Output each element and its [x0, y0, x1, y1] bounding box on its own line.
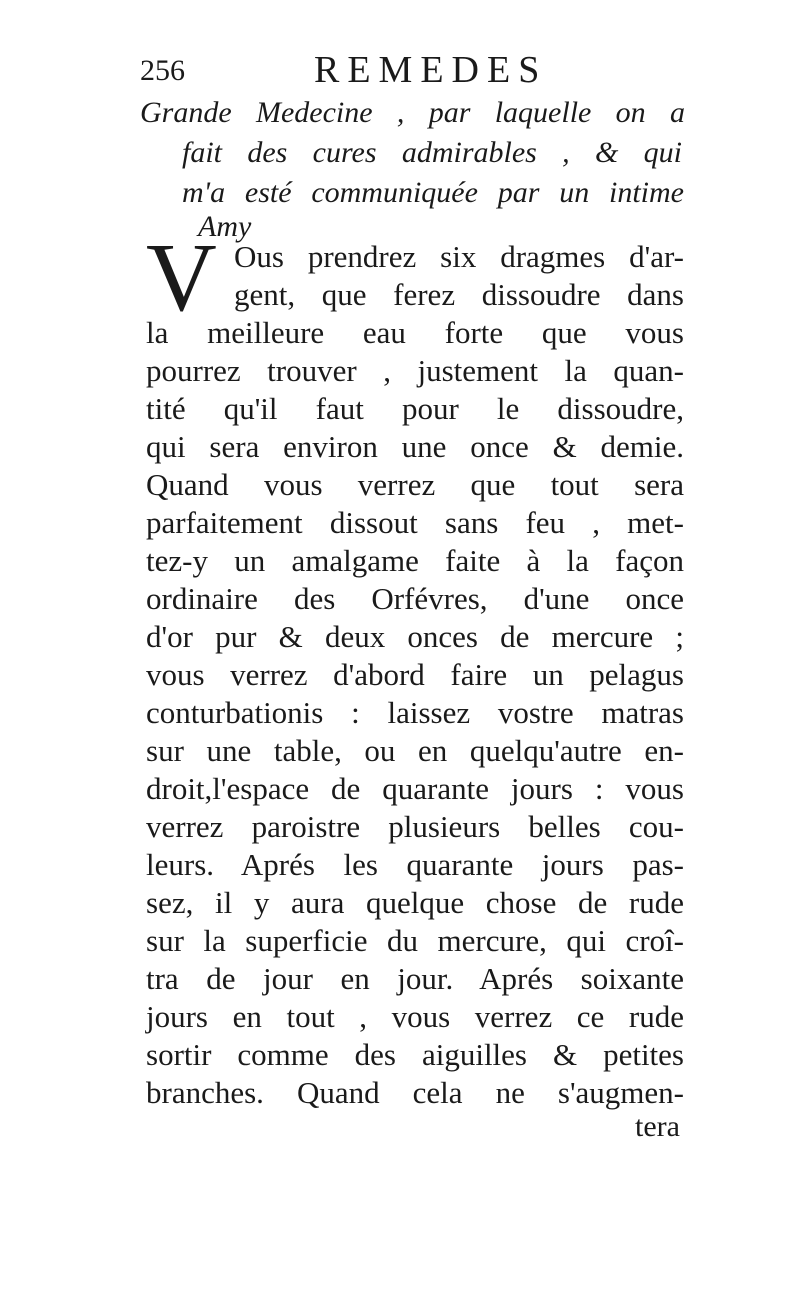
body-line: ordinaire des Orfévres, d'une once: [146, 581, 684, 616]
drop-cap: V: [146, 224, 217, 332]
body-line: droit,l'espace de quarante jours : vous: [146, 771, 684, 806]
page-number: 256: [140, 54, 185, 87]
body-line: vous verrez d'abord faire un pelagus: [146, 657, 684, 692]
title-line: fait des cures admirables , & qui: [182, 136, 682, 169]
title-line: Grande Medecine , par laquelle on a: [140, 96, 685, 129]
body-line: sur la superficie du mercure, qui croî-: [146, 923, 684, 958]
body-line: la meilleure eau forte que vous: [146, 315, 684, 350]
body-line: sur une table, ou en quelqu'autre en-: [146, 733, 684, 768]
body-line: sez, il y aura quelque chose de rude: [146, 885, 684, 920]
body-line: verrez paroistre plusieurs belles cou-: [146, 809, 684, 844]
catchword: tera: [635, 1110, 680, 1143]
body-line: tité qu'il faut pour le dissoudre,: [146, 391, 684, 426]
body-line: d'or pur & deux onces de mercure ;: [146, 619, 684, 654]
body-line: tez-y un amalgame faite à la façon: [146, 543, 684, 578]
body-line: pourrez trouver , justement la quan-: [146, 353, 684, 388]
body-line: parfaitement dissout sans feu , met-: [146, 505, 684, 540]
running-head: REMEDES: [314, 49, 548, 91]
body-line: Ous prendrez six dragmes d'ar-: [234, 239, 684, 274]
body-line: Quand vous verrez que tout sera: [146, 467, 684, 502]
title-line: Amy: [198, 210, 252, 243]
title-line: m'a esté communiquée par un intime: [182, 176, 684, 209]
body-line: qui sera environ une once & demie.: [146, 429, 684, 464]
body-line: tra de jour en jour. Aprés soixante: [146, 961, 684, 996]
body-line: branches. Quand cela ne s'augmen-: [146, 1075, 684, 1110]
body-line: leurs. Aprés les quarante jours pas-: [146, 847, 684, 882]
body-line: jours en tout , vous verrez ce rude: [146, 999, 684, 1034]
body-line: conturbationis : laissez vostre matras: [146, 695, 684, 730]
body-line: gent, que ferez dissoudre dans: [234, 277, 684, 312]
body-line: sortir comme des aiguilles & petites: [146, 1037, 684, 1072]
page-header: [140, 48, 680, 92]
